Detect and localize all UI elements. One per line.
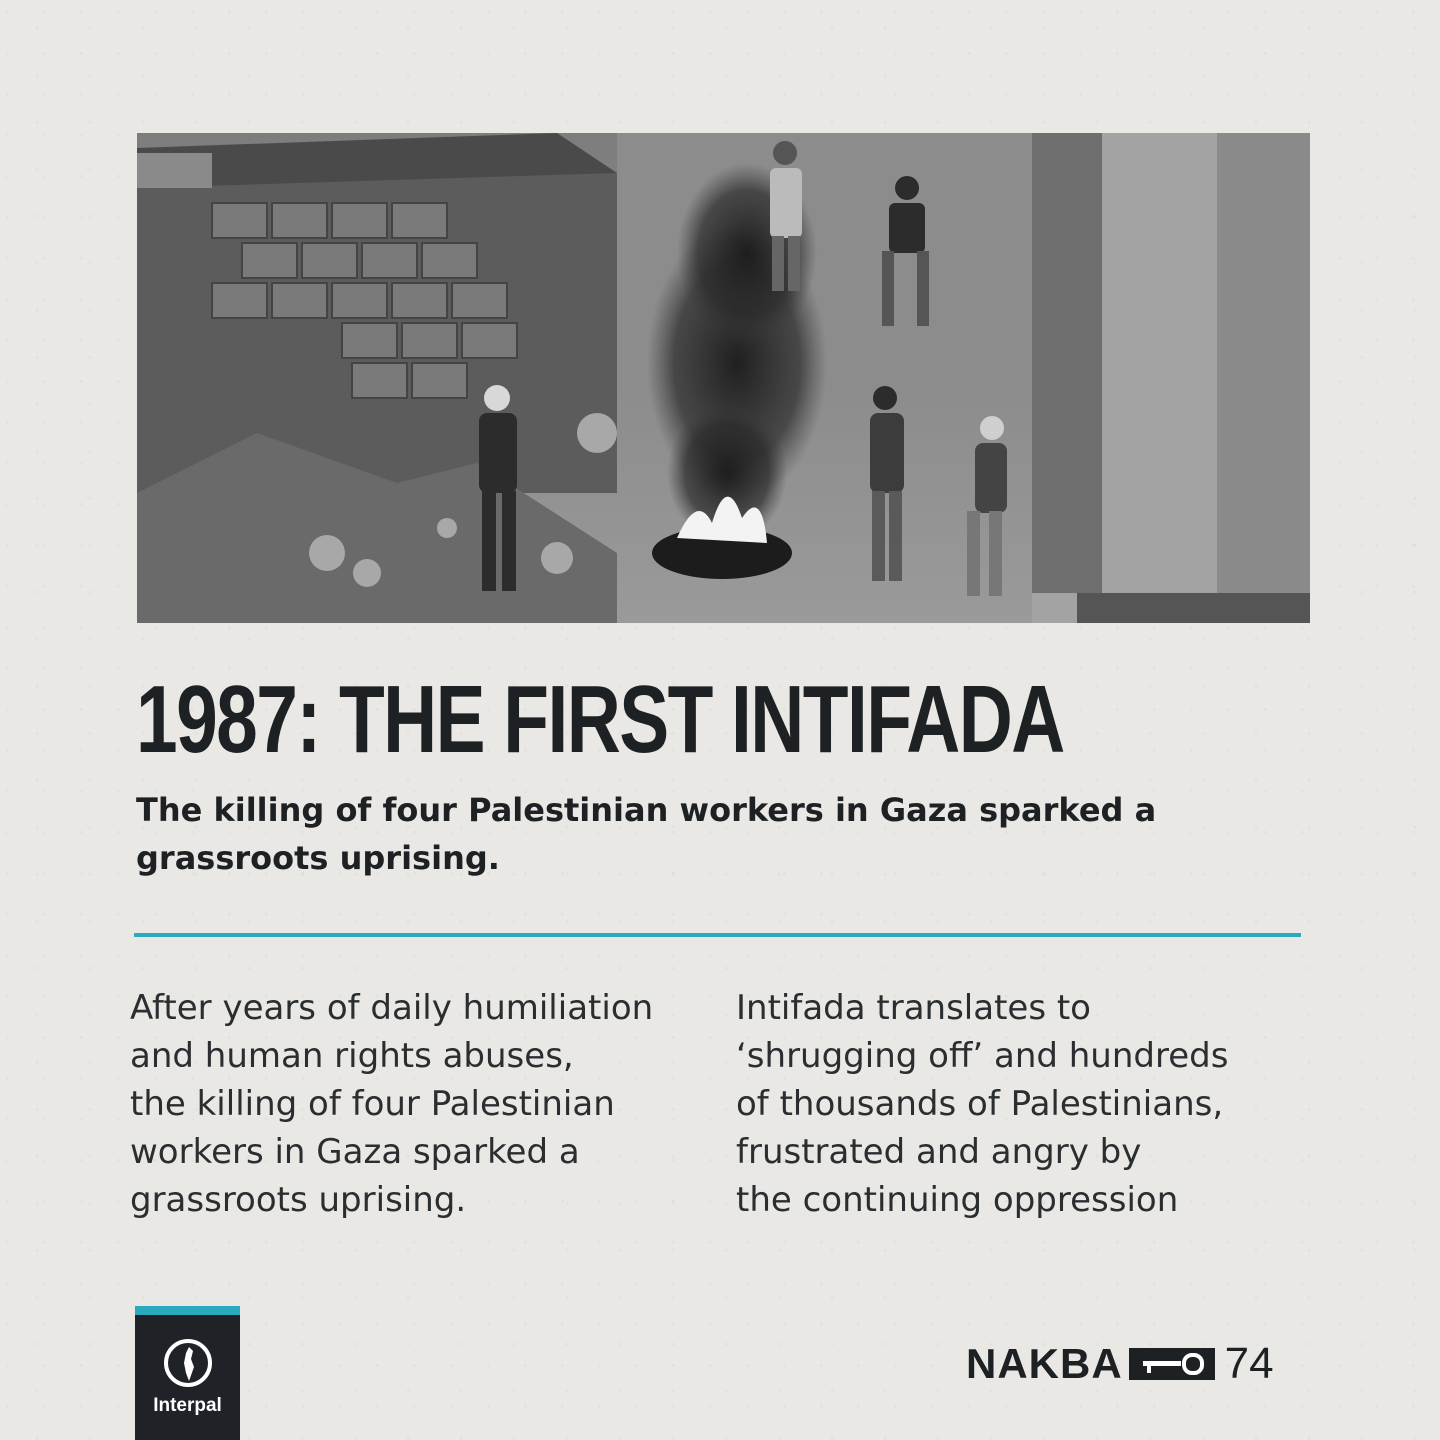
subtitle: The killing of four Palestinian workers in Gaza sparked a grassroots uprising.	[136, 791, 1157, 877]
body-line: After years of daily humiliation	[130, 988, 654, 1028]
body-column-left	[130, 984, 720, 1224]
body-line: ‘shrugging off’ and hundreds	[736, 1036, 1229, 1076]
body-line: workers in Gaza sparked a	[130, 1132, 580, 1172]
logo-name: Interpal	[153, 1395, 222, 1416]
nakba-branding	[966, 1340, 1274, 1388]
nakba-word: NAKBA	[966, 1340, 1123, 1387]
palestine-map-icon	[162, 1337, 214, 1389]
body-line: of thousands of Palestinians,	[736, 1084, 1224, 1124]
body-line: the continuing oppression	[736, 1180, 1179, 1220]
body-line: Intifada translates to	[736, 988, 1091, 1028]
hero-photo	[137, 133, 1310, 623]
body-line: and human rights abuses,	[130, 1036, 574, 1076]
key-icon	[1129, 1344, 1215, 1384]
body-line: the killing of four Palestinian	[130, 1084, 615, 1124]
interpal-logo	[135, 1306, 240, 1440]
body-column-right	[736, 984, 1306, 1224]
divider	[134, 933, 1301, 937]
body-line: grassroots uprising.	[130, 1180, 467, 1220]
body-line: frustrated and angry by	[736, 1132, 1142, 1172]
page-title: 1987: THE FIRST INTIFADA	[136, 666, 1064, 773]
intifada-street-photo	[137, 133, 1310, 623]
nakba-number: 74	[1224, 1339, 1274, 1388]
